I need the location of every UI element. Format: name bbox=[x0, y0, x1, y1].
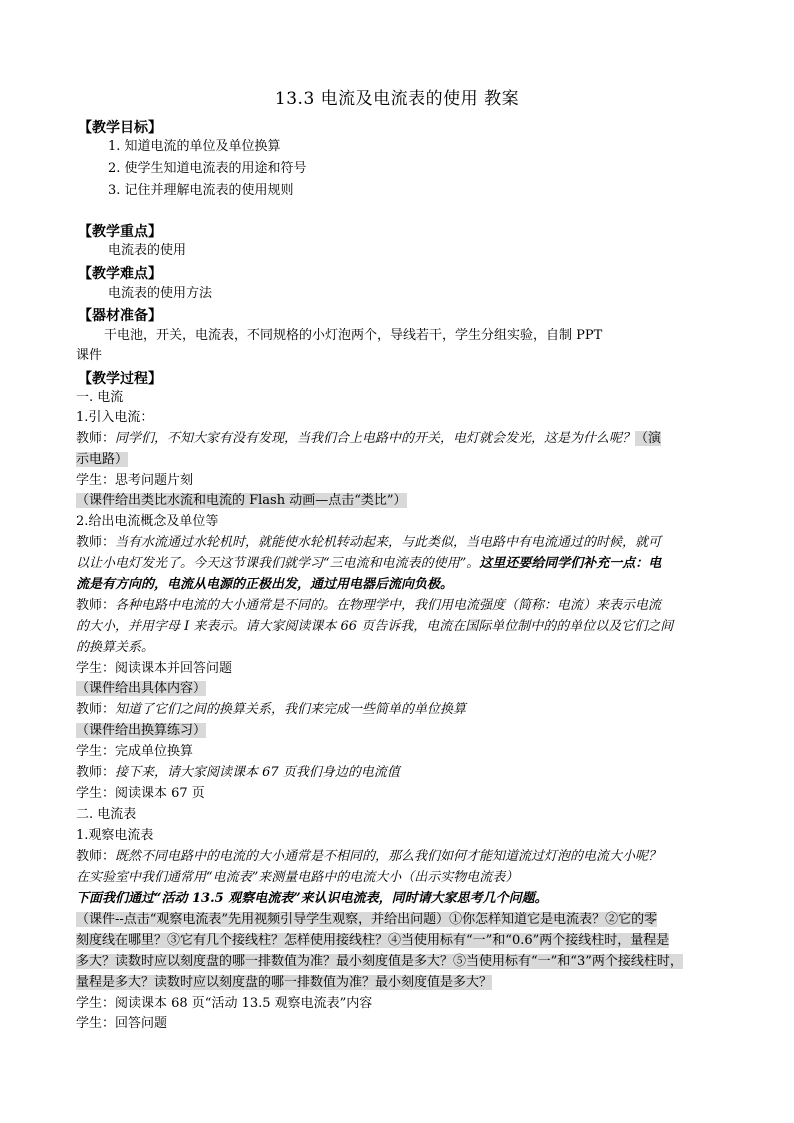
courseware-line-4c bbox=[76, 952, 683, 972]
page-title: 13.3 电流及电流表的使用 教案 bbox=[274, 89, 520, 109]
courseware-note: （课件--点击“观察电流表”先用视频引导学生观察，并给出问题）①你怎样知道它是电流表？②它的零 bbox=[76, 912, 658, 927]
teacher-line-1 bbox=[76, 429, 661, 449]
teacher-line-2c bbox=[76, 575, 453, 595]
teacher-line-6 bbox=[76, 847, 661, 867]
courseware-note: 量程是多大？读数时应以刻度盘的哪一排数值为准？最小刻度值是多大？ bbox=[76, 975, 493, 990]
teacher-label: 教师： bbox=[76, 702, 116, 717]
courseware-line-1 bbox=[76, 491, 407, 511]
teacher-emphasis: 流是有方向的，电流从电源的正极出发，通过用电器后流向负极。 bbox=[76, 577, 454, 592]
courseware-note: （演 bbox=[635, 431, 662, 446]
courseware-line-4a bbox=[76, 910, 657, 930]
teacher-label: 教师： bbox=[76, 598, 116, 613]
student-line-5: 学生：阅读课本 68 页“活动 13.5 观察电流表”内容 bbox=[76, 996, 373, 1011]
courseware-line-4b bbox=[76, 931, 669, 951]
subsection-1-1: 1.引入电流： bbox=[76, 410, 154, 425]
student-line-1: 学生：思考问题片刻 bbox=[76, 473, 194, 488]
teacher-label: 教师： bbox=[76, 849, 116, 864]
objective-item-2: 2. 使学生知道电流表的用途和符号 bbox=[108, 161, 307, 176]
courseware-note: （课件给出类比水流和电流的 Flash 动画—点击“类比”） bbox=[76, 493, 407, 508]
teacher-speech: 的大小，并用字母 I 来表示。请大家阅读课本 66 页告诉我，电流在国际单位制中的的单位以及它们之间 bbox=[76, 619, 674, 634]
objectives-heading: 【教学目标】 bbox=[78, 120, 162, 136]
teacher-label: 教师： bbox=[76, 535, 116, 550]
courseware-note: 示电路） bbox=[76, 452, 129, 467]
teacher-line-2 bbox=[76, 533, 661, 553]
teacher-speech: 各种电路中电流的大小通常是不同的。在物理学中，我们用电流强度（简称：电流）来表示电流 bbox=[115, 598, 662, 613]
teacher-speech: 接下来，请大家阅读课本 67 页我们身边的电流值 bbox=[115, 765, 400, 780]
teacher-speech: 知道了它们之间的换算关系，我们来完成一些简单的单位换算 bbox=[115, 702, 467, 717]
key-point-text: 电流表的使用 bbox=[108, 243, 187, 258]
subsection-2-1: 1.观察电流表 bbox=[76, 828, 154, 843]
difficulty-heading: 【教学难点】 bbox=[78, 266, 162, 282]
courseware-line-2 bbox=[76, 679, 206, 699]
objective-item-1: 1. 知道电流的单位及单位换算 bbox=[108, 139, 281, 154]
courseware-note: 刻度线在哪里？③它有几个接线柱？怎样使用接线柱？④当使用标有“一”和“0.6”两个接线柱时，量程是 bbox=[76, 933, 670, 948]
teacher-speech: 以让小电灯发光了。今天这节课我们就学习“三电流和电流表的使用”。 bbox=[76, 556, 480, 571]
courseware-line-4d bbox=[76, 973, 492, 993]
teacher-speech: 同学们，不知大家有没有发现，当我们合上电路中的开关，电灯就会发光，这是为什么呢？ bbox=[115, 431, 636, 446]
teacher-speech: 的换算关系。 bbox=[76, 640, 155, 655]
courseware-note: （课件给出换算练习） bbox=[76, 723, 207, 738]
courseware-line-3 bbox=[76, 721, 206, 741]
teacher-line-4 bbox=[76, 700, 466, 720]
teacher-line-2b bbox=[76, 554, 661, 574]
objective-item-3: 3. 记住并理解电流表的使用规则 bbox=[108, 183, 294, 198]
teacher-speech: 既然不同电路中的电流的大小通常是不相同的，那么我们如何才能知道流过灯泡的电流大小呢？ bbox=[115, 849, 662, 864]
equipment-heading: 【器材准备】 bbox=[78, 308, 162, 324]
section-1-title: 一. 电流 bbox=[76, 390, 124, 405]
courseware-note: （课件给出具体内容） bbox=[76, 681, 207, 696]
difficulty-text: 电流表的使用方法 bbox=[108, 286, 213, 301]
teacher-line-1-cont bbox=[76, 450, 128, 470]
teacher-emphasis: 这里还要给同学们补充一点：电 bbox=[479, 556, 662, 571]
section-2-title: 二. 电流表 bbox=[76, 807, 137, 822]
teacher-label: 教师： bbox=[76, 765, 116, 780]
student-line-2: 学生：阅读课本并回答问题 bbox=[76, 661, 233, 676]
teacher-line-3b bbox=[76, 617, 673, 637]
student-line-4: 学生：阅读课本 67 页 bbox=[76, 786, 205, 801]
subsection-1-2: 2.给出电流概念及单位等 bbox=[76, 514, 219, 529]
equipment-text-cont: 课件 bbox=[76, 348, 103, 363]
teacher-speech: 当有水流通过水轮机时，就能使水轮机转动起来，与此类似，当电路中有电流通过的时候，就可 bbox=[115, 535, 662, 550]
teacher-line-5 bbox=[76, 763, 400, 783]
key-point-heading: 【教学重点】 bbox=[78, 224, 162, 240]
teacher-label: 教师： bbox=[76, 431, 116, 446]
courseware-note: 多大？读数时应以刻度盘的哪一排数值为准？最小刻度值是多大？⑤当使用标有“一”和“3”两个接线柱时， bbox=[76, 954, 683, 969]
teacher-line-6b: 在实验室中我们通常用“电流表”来测量电路中的电流大小（出示实物电流表） bbox=[76, 870, 519, 885]
student-line-3: 学生：完成单位换算 bbox=[76, 744, 194, 759]
teacher-line-3c bbox=[76, 638, 154, 658]
teacher-line-3 bbox=[76, 596, 661, 616]
equipment-text: 干电池，开关，电流表，不同规格的小灯泡两个，导线若干，学生分组实验，自制 PPT bbox=[104, 328, 603, 343]
process-heading: 【教学过程】 bbox=[78, 371, 162, 387]
student-line-6: 学生：回答问题 bbox=[76, 1016, 168, 1031]
teacher-line-6c: 下面我们通过“活动 13.5 观察电流表”来认识电流表，同时请大家思考几个问题。 bbox=[76, 891, 548, 906]
